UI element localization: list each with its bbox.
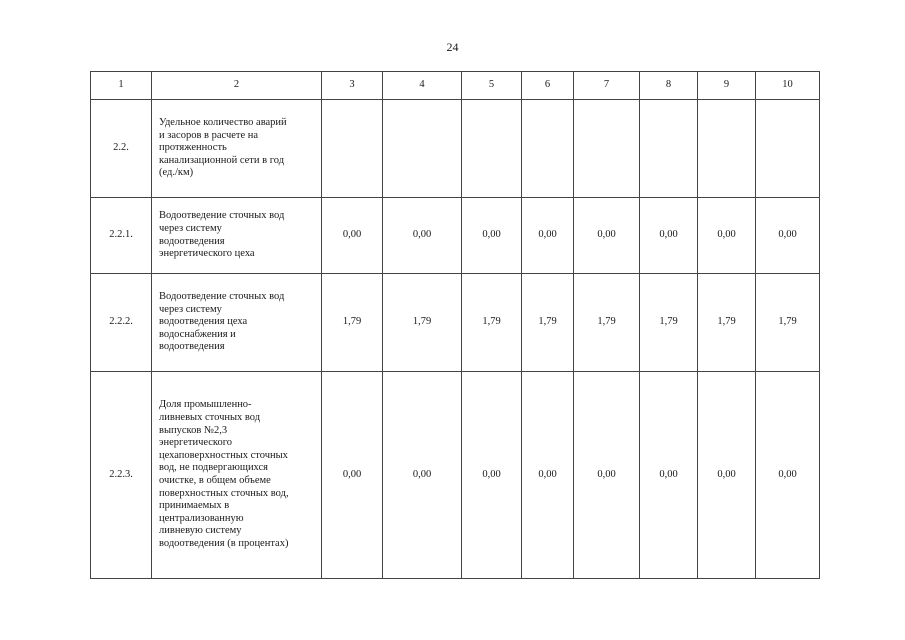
value-cell: 0,00 [574, 372, 640, 579]
table-row [91, 198, 820, 274]
value-cell [756, 100, 820, 198]
value-cell: 0,00 [698, 372, 756, 579]
value-cell: 1,79 [462, 274, 522, 372]
description-line: ливневых сточных вод [159, 412, 261, 424]
value-cell [383, 100, 462, 198]
description-line: (ед./км) [159, 167, 194, 179]
value-cell: 0,00 [322, 372, 383, 579]
row-code: 2.2.2. [91, 274, 152, 372]
description-line: очистке, в общем объеме [159, 475, 271, 486]
value-cell: 0,00 [640, 198, 698, 274]
value-cell: 0,00 [756, 198, 820, 274]
value-cell: 1,79 [574, 274, 640, 372]
value-cell: 1,79 [322, 274, 383, 372]
description-line: вод, не подвергающихся [159, 462, 268, 474]
description-line: ливневую систему [159, 525, 242, 537]
value-cell [462, 100, 522, 198]
description-line: Удельное количество аварий [159, 117, 287, 129]
header-cell: 10 [756, 72, 820, 100]
value-cell: 0,00 [322, 198, 383, 274]
description-line: поверхностных сточных вод, [159, 487, 289, 499]
description-line: протяженность [159, 142, 227, 154]
row-code: 2.2.3. [91, 372, 152, 579]
value-cell: 1,79 [383, 274, 462, 372]
header-cell: 2 [152, 72, 322, 100]
value-cell: 0,00 [640, 372, 698, 579]
value-cell [574, 100, 640, 198]
description-line: выпусков №2,3 [159, 424, 228, 436]
row-code: 2.2. [91, 100, 152, 198]
description-line: энергетического [159, 437, 233, 449]
header-cell: 6 [522, 72, 574, 100]
description-line: Водоотведение сточных вод [159, 210, 285, 222]
header-cell: 9 [698, 72, 756, 100]
value-cell: 0,00 [383, 372, 462, 579]
value-cell: 0,00 [522, 198, 574, 274]
header-cell: 5 [462, 72, 522, 100]
value-cell: 1,79 [640, 274, 698, 372]
value-cell: 0,00 [522, 372, 574, 579]
description-line: принимаемых в [159, 500, 230, 512]
value-cell: 1,79 [756, 274, 820, 372]
header-cell: 1 [91, 72, 152, 100]
header-cell: 3 [322, 72, 383, 100]
header-cell: 4 [383, 72, 462, 100]
data-table [90, 71, 820, 579]
row-description [152, 274, 322, 372]
description-line: Доля промышленно- [159, 399, 252, 411]
table-header-row [91, 72, 820, 100]
value-cell: 0,00 [462, 372, 522, 579]
value-cell: 0,00 [698, 198, 756, 274]
description-line: централизованную [159, 512, 244, 524]
value-cell [698, 100, 756, 198]
page-number: 24 [446, 40, 459, 54]
table-row [91, 100, 820, 198]
description-line: через систему [159, 303, 222, 315]
description-line: цехаповерхностных сточных [159, 449, 288, 461]
description-line: водоснабжения и [159, 328, 236, 340]
description-line: энергетического цеха [159, 248, 255, 260]
description-line: водоотведения цеха [159, 316, 248, 328]
row-description [152, 372, 322, 579]
description-line: канализационной сети в год [159, 154, 285, 166]
row-description [152, 198, 322, 274]
value-cell: 0,00 [462, 198, 522, 274]
value-cell: 0,00 [383, 198, 462, 274]
value-cell: 1,79 [698, 274, 756, 372]
value-cell: 1,79 [522, 274, 574, 372]
table-row [91, 274, 820, 372]
header-cell: 7 [574, 72, 640, 100]
value-cell: 0,00 [574, 198, 640, 274]
value-cell [322, 100, 383, 198]
row-description [152, 100, 322, 198]
value-cell: 0,00 [756, 372, 820, 579]
description-line: через систему [159, 222, 222, 234]
description-line: и засоров в расчете на [159, 129, 259, 141]
description-line: водоотведения [159, 235, 225, 247]
description-line: водоотведения (в процентах) [159, 537, 289, 549]
row-code: 2.2.1. [91, 198, 152, 274]
description-line: Водоотведение сточных вод [159, 291, 285, 303]
value-cell [640, 100, 698, 198]
description-line: водоотведения [159, 341, 225, 353]
table-row [91, 372, 820, 579]
value-cell [522, 100, 574, 198]
header-cell: 8 [640, 72, 698, 100]
